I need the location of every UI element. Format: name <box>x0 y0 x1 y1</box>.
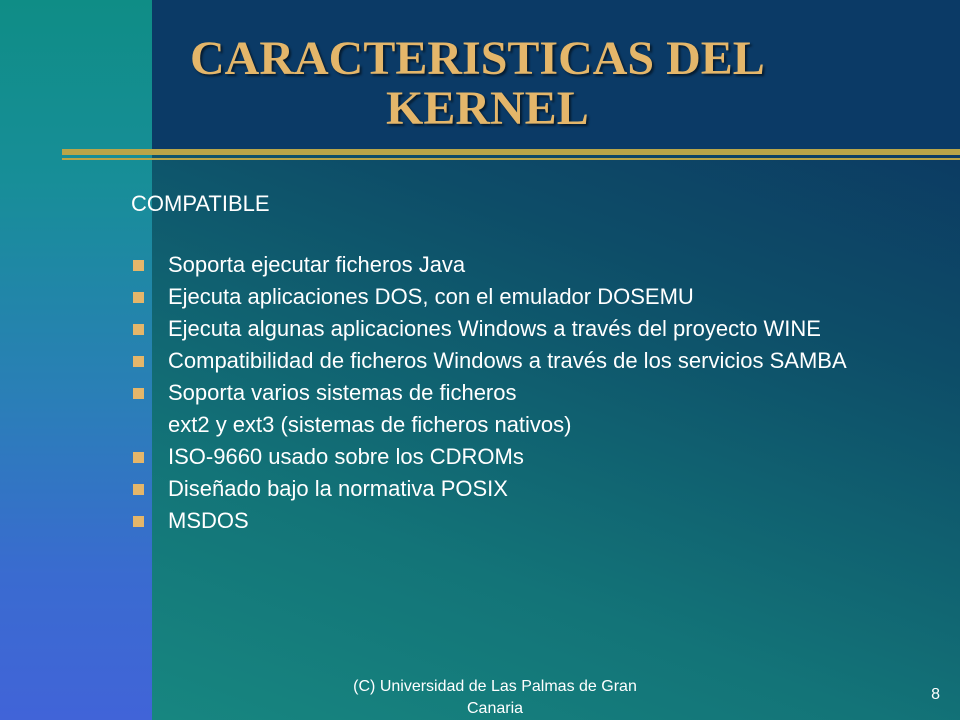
list-item <box>131 318 921 340</box>
square-bullet-icon <box>133 452 144 463</box>
list-item-text: Soporta varios sistemas de ficheros <box>168 380 517 405</box>
list-item <box>131 478 921 500</box>
list-item-text: ext2 y ext3 (sistemas de ficheros nativos) <box>168 412 572 437</box>
list-item-text: Soporta ejecutar ficheros Java <box>168 252 466 277</box>
square-bullet-icon <box>133 324 144 335</box>
square-bullet-icon <box>133 356 144 367</box>
list-item <box>131 254 921 276</box>
square-bullet-icon <box>133 292 144 303</box>
list-item-text: Diseñado bajo la normativa POSIX <box>168 476 508 501</box>
square-bullet-icon <box>133 388 144 399</box>
list-item <box>131 350 921 372</box>
list-item-text: Ejecuta aplicaciones DOS, con el emulador DOSEMU <box>168 284 694 309</box>
list-item-text: Ejecuta algunas aplicaciones Windows a través del proyecto WINE <box>168 316 821 341</box>
title-divider-thick <box>62 149 960 155</box>
slide-title-line-1: CARACTERISTICAS DEL <box>190 32 765 85</box>
list-item-text: ISO-9660 usado sobre los CDROMs <box>168 444 524 469</box>
section-subtitle: COMPATIBLE <box>131 191 270 216</box>
slide-title-line-2: KERNEL <box>386 82 589 135</box>
list-item <box>131 510 921 532</box>
slide-title <box>152 34 960 134</box>
list-item <box>131 286 921 308</box>
square-bullet-icon <box>133 260 144 271</box>
page-number: 8 <box>931 686 940 703</box>
list-item-text: MSDOS <box>168 508 249 533</box>
list-item-sub <box>131 414 921 436</box>
title-divider-thin <box>62 158 960 160</box>
slide-footer: (C) Universidad de Las Palmas de Gran Canaria <box>353 678 637 717</box>
left-accent-band <box>0 0 152 720</box>
list-item-text: Compatibilidad de ficheros Windows a través de los servicios SAMBA <box>168 348 847 373</box>
bullet-list <box>131 254 921 542</box>
list-item <box>131 446 921 468</box>
square-bullet-icon <box>133 484 144 495</box>
list-item <box>131 382 921 404</box>
square-bullet-icon <box>133 516 144 527</box>
